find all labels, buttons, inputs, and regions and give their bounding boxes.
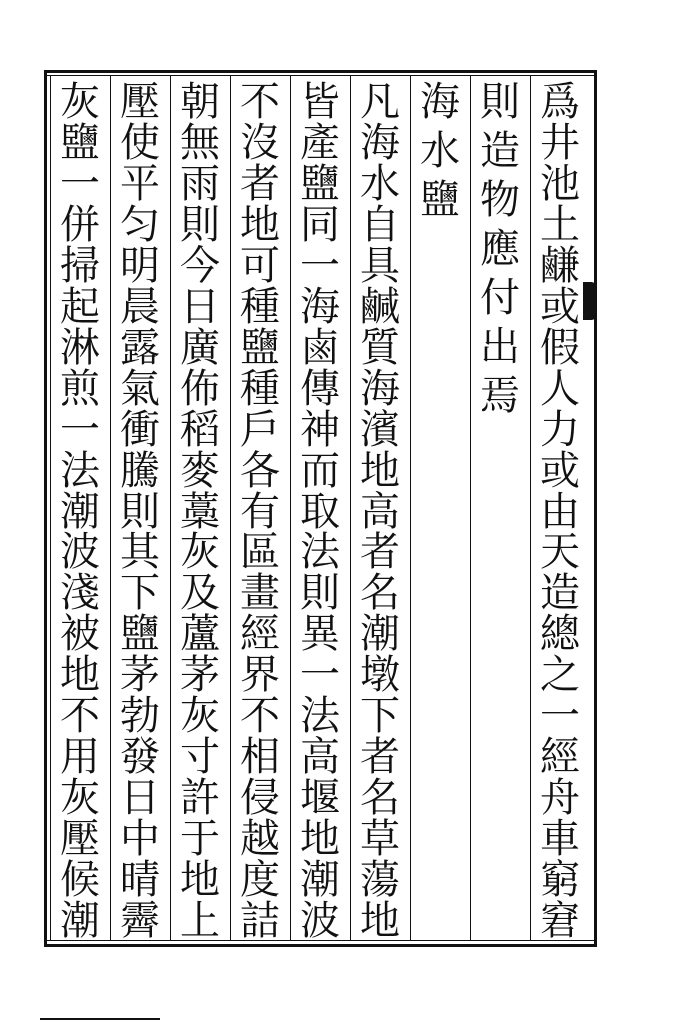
- text-column: [354, 79, 406, 945]
- glyph: 詰: [240, 898, 280, 945]
- glyph: 地: [360, 898, 400, 945]
- glyph: 高: [300, 734, 340, 781]
- glyph: 潮: [300, 857, 340, 904]
- glyph: 併: [60, 201, 100, 248]
- glyph: 或: [540, 283, 580, 330]
- text-column: [174, 79, 226, 945]
- glyph: 蕩: [360, 857, 400, 904]
- glyph: 區: [240, 529, 280, 576]
- glyph: 或: [540, 447, 580, 494]
- glyph: 高: [360, 488, 400, 535]
- glyph: 蘆: [180, 611, 220, 658]
- glyph: 許: [180, 775, 220, 822]
- glyph: 潮: [60, 898, 100, 945]
- glyph: 草: [360, 816, 400, 863]
- glyph: 焉: [480, 373, 520, 419]
- glyph: 法: [300, 529, 340, 576]
- glyph: 地: [60, 652, 100, 699]
- glyph: 造: [540, 570, 580, 617]
- glyph: 取: [300, 488, 340, 535]
- glyph: 潮: [360, 611, 400, 658]
- glyph: 物: [480, 177, 520, 223]
- glyph: 爲: [540, 79, 580, 125]
- glyph: 氣: [120, 365, 160, 412]
- glyph: 付: [480, 275, 520, 321]
- column-divider: [530, 75, 531, 941]
- glyph: 匀: [120, 201, 160, 248]
- glyph: 一: [60, 160, 100, 207]
- glyph: 一: [300, 242, 340, 289]
- glyph: 侵: [240, 775, 280, 822]
- glyph: 鹽: [120, 611, 160, 658]
- glyph: 造: [480, 128, 520, 174]
- glyph: 衝: [120, 406, 160, 453]
- glyph: 不: [240, 79, 280, 125]
- glyph: 海: [420, 79, 460, 125]
- glyph: 鹽: [300, 160, 340, 207]
- glyph: 由: [540, 488, 580, 535]
- glyph: 霽: [120, 898, 160, 945]
- glyph: 淺: [60, 570, 100, 617]
- glyph: 淋: [60, 324, 100, 371]
- glyph: 鹹: [360, 283, 400, 330]
- glyph: 茅: [120, 652, 160, 699]
- glyph: 下: [120, 570, 160, 617]
- glyph: 灰: [60, 775, 100, 822]
- column-divider: [170, 75, 171, 941]
- right-border: [594, 70, 597, 947]
- glyph: 候: [60, 857, 100, 904]
- glyph: 池: [540, 160, 580, 207]
- glyph: 海: [300, 283, 340, 330]
- glyph: 法: [300, 693, 340, 740]
- glyph: 壓: [120, 79, 160, 125]
- glyph: 海: [360, 119, 400, 166]
- glyph: 晨: [120, 283, 160, 330]
- glyph: 種: [240, 283, 280, 330]
- glyph: 明: [120, 242, 160, 289]
- glyph: 海: [360, 365, 400, 412]
- glyph: 名: [360, 570, 400, 617]
- glyph: 鹽: [420, 177, 460, 223]
- glyph: 寸: [180, 734, 220, 781]
- glyph: 窮: [540, 857, 580, 904]
- left-border-inner: [50, 75, 51, 941]
- glyph: 而: [300, 447, 340, 494]
- glyph: 波: [300, 898, 340, 945]
- glyph: 皆: [300, 79, 340, 125]
- glyph: 掃: [60, 242, 100, 289]
- glyph: 畫: [240, 570, 280, 617]
- left-border: [44, 70, 47, 947]
- glyph: 之: [540, 652, 580, 699]
- glyph: 被: [60, 611, 100, 658]
- glyph: 波: [60, 529, 100, 576]
- glyph: 具: [360, 242, 400, 289]
- glyph: 于: [180, 816, 220, 863]
- glyph: 同: [300, 201, 340, 248]
- glyph: 天: [540, 529, 580, 576]
- glyph: 地: [180, 857, 220, 904]
- text-column: [234, 79, 286, 945]
- glyph: 麥: [180, 447, 220, 494]
- glyph: 不: [240, 693, 280, 740]
- glyph: 種: [240, 365, 280, 412]
- glyph: 越: [240, 816, 280, 863]
- glyph: 朝: [180, 79, 220, 125]
- glyph: 雨: [180, 160, 220, 207]
- glyph: 有: [240, 488, 280, 535]
- glyph: 則: [120, 488, 160, 535]
- text-column: [294, 79, 346, 945]
- glyph: 及: [180, 570, 220, 617]
- glyph: 晴: [120, 857, 160, 904]
- glyph: 鹽: [240, 324, 280, 371]
- glyph: 出: [480, 324, 520, 370]
- glyph: 者: [240, 160, 280, 207]
- column-divider: [230, 75, 231, 941]
- glyph: 度: [240, 857, 280, 904]
- glyph: 神: [300, 406, 340, 453]
- glyph: 不: [60, 693, 100, 740]
- column-divider: [350, 75, 351, 941]
- glyph: 勃: [120, 693, 160, 740]
- glyph: 堰: [300, 775, 340, 822]
- glyph: 上: [180, 898, 220, 945]
- column-divider: [110, 75, 111, 941]
- glyph: 佈: [180, 365, 220, 412]
- glyph: 一: [60, 406, 100, 453]
- glyph: 日: [120, 775, 160, 822]
- glyph: 者: [360, 529, 400, 576]
- glyph: 茅: [180, 652, 220, 699]
- text-column: [114, 79, 166, 945]
- glyph: 總: [540, 611, 580, 658]
- glyph: 土: [540, 201, 580, 248]
- glyph: 各: [240, 447, 280, 494]
- glyph: 鹻: [540, 242, 580, 289]
- glyph: 自: [360, 201, 400, 248]
- glyph: 使: [120, 119, 160, 166]
- glyph: 用: [60, 734, 100, 781]
- glyph: 地: [300, 816, 340, 863]
- glyph: 井: [540, 119, 580, 166]
- glyph: 法: [60, 447, 100, 494]
- glyph: 中: [120, 816, 160, 863]
- stray-line-bottom: [40, 1018, 160, 1020]
- text-column: [474, 79, 526, 942]
- glyph: 舟: [540, 775, 580, 822]
- glyph: 日: [180, 283, 220, 330]
- top-border-inner: [46, 75, 596, 76]
- glyph: 沒: [240, 119, 280, 166]
- glyph: 無: [180, 119, 220, 166]
- glyph: 窘: [540, 898, 580, 945]
- glyph: 平: [120, 160, 160, 207]
- glyph: 相: [240, 734, 280, 781]
- bottom-border: [44, 944, 597, 947]
- glyph: 藁: [180, 488, 220, 535]
- glyph: 灰: [180, 693, 220, 740]
- glyph: 一: [540, 693, 580, 740]
- glyph: 煎: [60, 365, 100, 412]
- glyph: 車: [540, 816, 580, 863]
- column-divider: [470, 75, 471, 941]
- glyph: 鹵: [300, 324, 340, 371]
- glyph: 潮: [60, 488, 100, 535]
- glyph: 則: [180, 201, 220, 248]
- glyph: 地: [240, 201, 280, 248]
- glyph: 異: [300, 611, 340, 658]
- glyph: 力: [540, 406, 580, 453]
- glyph: 假: [540, 324, 580, 371]
- glyph: 水: [360, 160, 400, 207]
- glyph: 地: [360, 447, 400, 494]
- glyph: 經: [540, 734, 580, 781]
- glyph: 露: [120, 324, 160, 371]
- glyph: 應: [480, 226, 520, 272]
- glyph: 鹽: [60, 119, 100, 166]
- glyph: 水: [420, 128, 460, 174]
- text-column: [414, 79, 466, 942]
- glyph: 凡: [360, 79, 400, 125]
- text-column: [54, 79, 106, 945]
- glyph: 稻: [180, 406, 220, 453]
- glyph: 下: [360, 693, 400, 740]
- glyph: 墩: [360, 652, 400, 699]
- glyph: 一: [300, 652, 340, 699]
- glyph: 傳: [300, 365, 340, 412]
- glyph: 發: [120, 734, 160, 781]
- glyph: 產: [300, 119, 340, 166]
- glyph: 者: [360, 734, 400, 781]
- glyph: 起: [60, 283, 100, 330]
- glyph: 人: [540, 365, 580, 412]
- text-column: [534, 79, 586, 945]
- glyph: 戶: [240, 406, 280, 453]
- glyph: 灰: [60, 79, 100, 125]
- column-divider: [290, 75, 291, 941]
- glyph: 質: [360, 324, 400, 371]
- glyph: 騰: [120, 447, 160, 494]
- top-border: [44, 70, 597, 73]
- glyph: 則: [480, 79, 520, 125]
- glyph: 濱: [360, 406, 400, 453]
- column-divider: [410, 75, 411, 941]
- glyph: 灰: [180, 529, 220, 576]
- glyph: 則: [300, 570, 340, 617]
- glyph: 今: [180, 242, 220, 289]
- glyph: 其: [120, 529, 160, 576]
- glyph: 廣: [180, 324, 220, 371]
- glyph: 可: [240, 242, 280, 289]
- glyph: 名: [360, 775, 400, 822]
- glyph: 經: [240, 611, 280, 658]
- glyph: 壓: [60, 816, 100, 863]
- glyph: 界: [240, 652, 280, 699]
